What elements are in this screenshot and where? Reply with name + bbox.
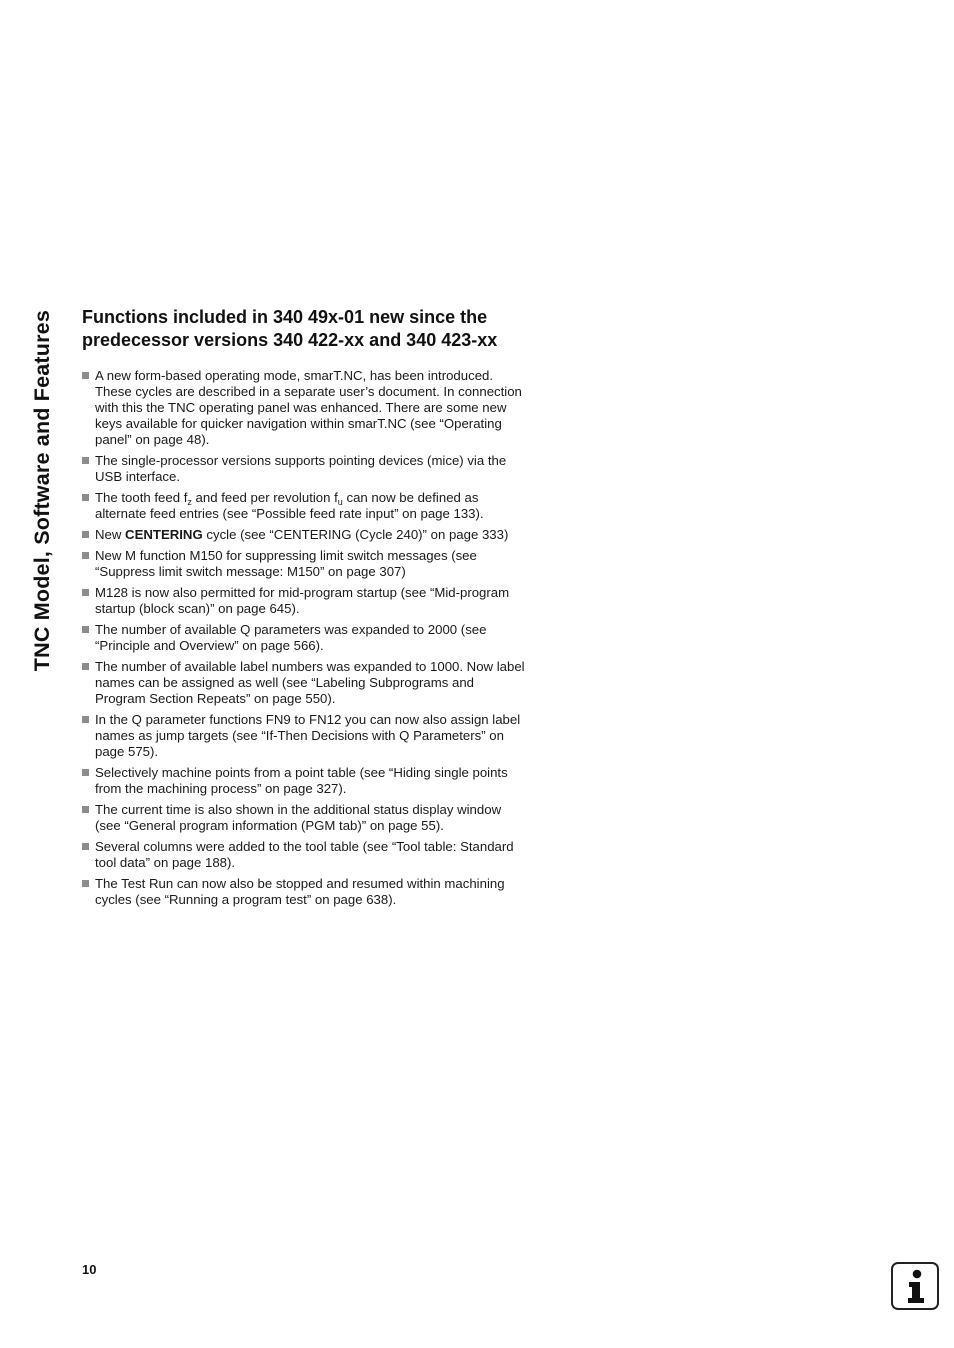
list-item: The Test Run can now also be stopped and resumed within machining cycles (see “Running a program test” on page 638). — [82, 876, 528, 908]
list-item: The tooth feed $f_z$ and feed per revolution $f_u$ can now be defined as alternate feed entries (see “Possible feed rate input” on page 133). — [82, 490, 528, 522]
page-number: 10 — [82, 1262, 97, 1277]
bullet-icon — [82, 880, 89, 887]
bullet-icon — [82, 626, 89, 633]
bullet-icon — [82, 372, 89, 379]
list-item: Selectively machine points from a point table (see “Hiding single points from the machining process” on page 327). — [82, 765, 528, 797]
main-content — [82, 306, 528, 913]
bullet-icon — [82, 716, 89, 723]
chapter-title-text: TNC Model, Software and Features — [30, 310, 54, 672]
bullet-icon — [82, 843, 89, 850]
bullet-icon — [82, 531, 89, 538]
section-heading: Functions included in 340 49x-01 new since the predecessor versions 340 422-xx and 340 423-xx — [82, 307, 498, 350]
list-item: The single-processor versions supports pointing devices (mice) via the USB interface. — [82, 453, 528, 485]
bullet-icon — [82, 552, 89, 559]
list-item: The current time is also shown in the additional status display window (see “General program information (PGM tab)” on page 55). — [82, 802, 528, 834]
feature-list — [82, 368, 528, 908]
list-item: The number of available Q parameters was expanded to 2000 (see “Principle and Overview” on page 566). — [82, 622, 528, 654]
side-chapter-title — [22, 310, 62, 740]
list-item: New CENTERING cycle (see “CENTERING (Cycle 240)” on page 333) — [82, 527, 528, 543]
info-icon — [891, 1262, 939, 1310]
bullet-icon — [82, 457, 89, 464]
bullet-icon — [82, 663, 89, 670]
list-item: A new form-based operating mode, smarT.NC, has been introduced. These cycles are described in a separate user’s document. In connection with this the TNC operating panel was enhanced. There are some new keys available for quicker navigation within smarT.NC (see “Operating panel” on page 48). — [82, 368, 528, 448]
bullet-icon — [82, 769, 89, 776]
bullet-icon — [82, 589, 89, 596]
cycle-name: CENTERING — [125, 527, 203, 542]
bullet-icon — [82, 494, 89, 501]
list-item: Several columns were added to the tool table (see “Tool table: Standard tool data” on page 188). — [82, 839, 528, 871]
list-item: The number of available label numbers was expanded to 1000. Now label names can be assigned as well (see “Labeling Subprograms and Program Section Repeats” on page 550). — [82, 659, 528, 707]
list-item: In the Q parameter functions FN9 to FN12 you can now also assign label names as jump targets (see “If-Then Decisions with Q Parameters” on page 575). — [82, 712, 528, 760]
list-item: M128 is now also permitted for mid-program startup (see “Mid-program startup (block scan)” on page 645). — [82, 585, 528, 617]
bullet-icon — [82, 806, 89, 813]
list-item: New M function M150 for suppressing limit switch messages (see “Suppress limit switch message: M150” on page 307) — [82, 548, 528, 580]
